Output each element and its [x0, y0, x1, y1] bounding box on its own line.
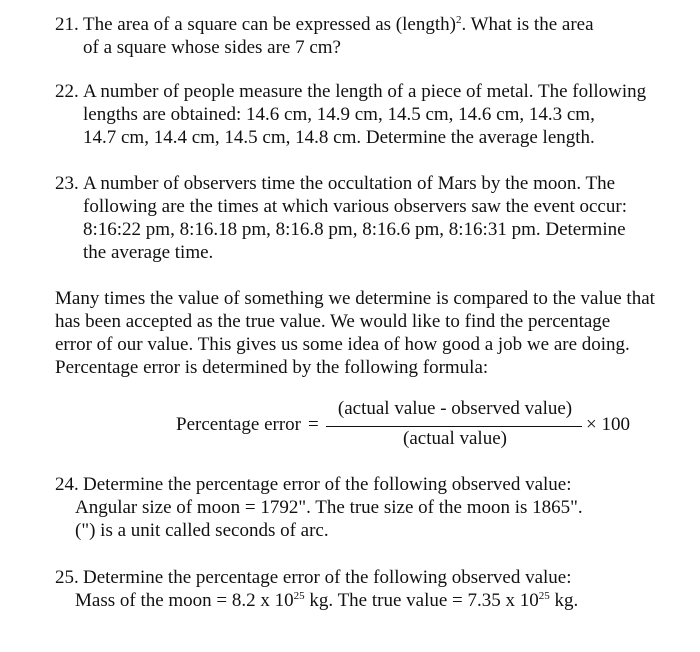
- question-25-line-2: Mass of the moon = 8.2 x $10^{25}$ kg. The true value = 7.35 x $10^{25}$ kg.: [75, 590, 579, 611]
- intro-line-3: error of our value. This gives us some idea of how good a job we are doing.: [55, 334, 630, 355]
- question-23-line-2: following are the times at which various observers saw the event occur:: [83, 196, 627, 217]
- question-24-line-1: 24. Determine the percentage error of the following observed value:: [55, 474, 572, 495]
- formula-equals: =: [308, 414, 319, 435]
- formula-numerator: (actual value - observed value): [337, 398, 573, 419]
- formula-multiplier: × 100: [586, 414, 630, 435]
- question-23-line-4: the average time.: [83, 242, 214, 263]
- question-24-line-3: (") is a unit called seconds of arc.: [75, 520, 329, 541]
- percentage-error-intro: [55, 287, 695, 379]
- question-25-number: 25.: [55, 567, 79, 588]
- question-23-number: 23.: [55, 173, 79, 194]
- question-22-line-3: 14.7 cm, 14.4 cm, 14.5 cm, 14.8 cm. Determine the average length.: [83, 127, 595, 148]
- fraction-bar: [326, 426, 582, 427]
- formula-denominator: (actual value): [403, 428, 507, 449]
- question-25-line-1: 25. Determine the percentage error of the following observed value:: [55, 567, 572, 588]
- intro-line-2: has been accepted as the true value. We would like to find the percentage: [55, 311, 611, 332]
- question-23: [55, 172, 687, 264]
- question-25: [55, 566, 687, 612]
- question-22-line-1: 22. A number of people measure the length of a piece of metal. The following: [55, 81, 647, 102]
- question-23-line-3: 8:16:22 pm, 8:16.18 pm, 8:16.8 pm, 8:16.6 pm, 8:16:31 pm. Determine: [83, 219, 626, 240]
- intro-line-1: Many times the value of something we determine is compared to the value that: [55, 288, 655, 309]
- intro-line-4: Percentage error is determined by the following formula:: [55, 357, 489, 378]
- percentage-error-formula: [176, 398, 656, 454]
- question-23-line-1: 23. A number of observers time the occultation of Mars by the moon. The: [55, 173, 616, 194]
- question-21-line-2: of a square whose sides are 7 cm?: [83, 37, 341, 58]
- question-24-number: 24.: [55, 474, 79, 495]
- question-22-line-2: lengths are obtained: 14.6 cm, 14.9 cm, 14.5 cm, 14.6 cm, 14.3 cm,: [83, 104, 595, 125]
- question-21-number: 21.: [55, 14, 79, 35]
- question-21: [55, 13, 687, 59]
- question-22: [55, 80, 687, 149]
- question-22-number: 22.: [55, 81, 79, 102]
- question-24: [55, 473, 687, 542]
- question-21-line-1: 21. The area of a square can be expressed as (length)$^2$. What is the area: [55, 14, 594, 35]
- formula-label: Percentage error: [176, 414, 302, 435]
- question-24-line-2: Angular size of moon = 1792". The true size of the moon is 1865".: [75, 497, 583, 518]
